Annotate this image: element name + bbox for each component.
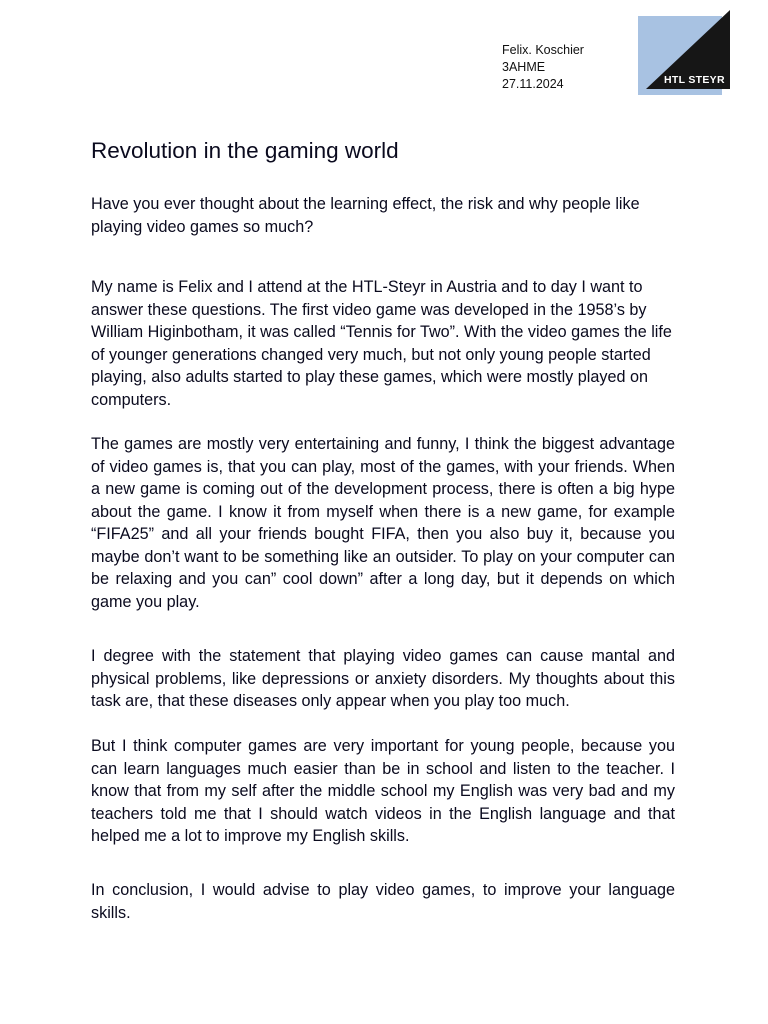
author-info — [502, 42, 584, 93]
page-title: Revolution in the gaming world — [91, 138, 399, 163]
intro-question: Have you ever thought about the learning effect, the risk and why people like playing video games so much? — [91, 195, 640, 236]
paragraph-conclusion: In conclusion, I would advise to play video games, to improve your language skills. — [91, 881, 675, 922]
document-date: 27.11.2024 — [502, 77, 564, 91]
paragraph-advantages: The games are mostly very entertaining and funny, I think the biggest advantage of video games is, that you can play, most of the games, with your friends. When a new game is coming out of the development process, there is often a big hype about the game. I know it from myself when there is a new game, for example “FIFA25” and all your friends bought FIFA, then you also buy it, because you maybe don’t want to be something like an outsider. To play on your computer can be relaxing and you can” cool down” after a long day, but it depends on which game you play. — [91, 435, 675, 611]
logo-text: HTL STEYR — [664, 74, 725, 86]
paragraph-risks: I degree with the statement that playing video games can cause mantal and physical problems, like depressions or anxiety disorders. My thoughts about this task are, that these diseases only appear when you play too much. — [91, 647, 675, 710]
paragraph-learning: But I think computer games are very important for young people, because you can learn languages much easier than be in school and listen to the teacher. I know that from my self after the middle school my English was very bad and my teachers told me that I should watch videos in the English language and that helped me a lot to improve my English skills. — [91, 737, 675, 845]
class-name: 3AHME — [502, 60, 546, 74]
paragraph-history: My name is Felix and I attend at the HTL-Steyr in Austria and to day I want to answer these questions. The first video game was developed in the 1958’s by William Higinbotham, it was called “Tennis for Two”. With the video games the life of younger generations changed very much, but not only young people started playing, also adults started to play these games, which were mostly played on computers. — [91, 278, 672, 409]
author-name: Felix. Koschier — [502, 43, 584, 57]
